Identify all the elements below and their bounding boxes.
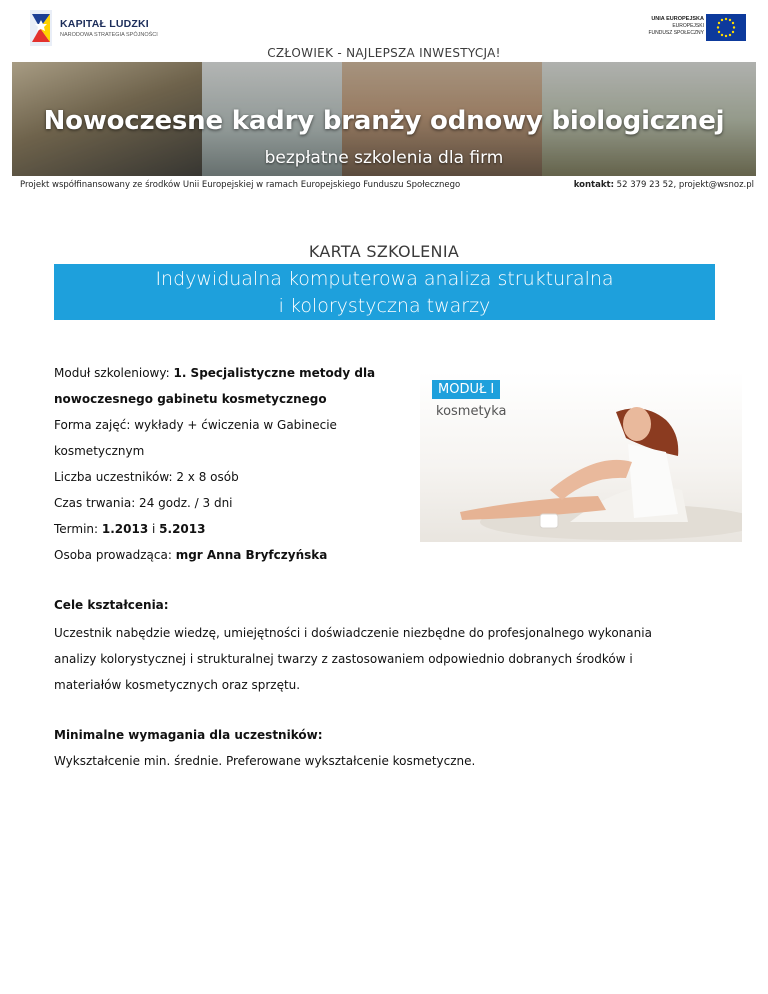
cofinancing-note: Projekt współfinansowany ze środków Unii Europejskiej w ramach Europejskiego Funduszu Społecznego: [20, 180, 461, 190]
contact-label: kontakt:: [573, 180, 614, 190]
term-separator: i: [148, 522, 160, 536]
eu-logo: [606, 14, 746, 44]
training-title-line1: Indywidualna komputerowa analiza strukturalna: [155, 268, 614, 290]
header-banner: [12, 62, 756, 176]
eu-flag-icon: [706, 14, 746, 41]
trainer-name: mgr Anna Bryfczyńska: [175, 548, 328, 562]
term-row: [54, 516, 404, 542]
kapital-ludzki-emblem-icon: [26, 8, 56, 48]
training-title-line2: i kolorystyczna twarzy: [278, 295, 491, 317]
eu-logo-line3: FUNDUSZ SPOŁECZNY: [648, 30, 704, 36]
eu-logo-line2: EUROPEJSKI: [672, 23, 704, 29]
requirements-text: Wykształcenie min. średnie. Preferowane wykształcenie kosmetyczne.: [54, 754, 476, 768]
duration-row: Czas trwania: 24 godz. / 3 dni: [54, 496, 233, 510]
goals-line1: Uczestnik nabędzie wiedzę, umiejętności i doświadczenie niezbędne do profesjonalnego wykonania: [54, 626, 652, 640]
module-value-1: 1. Specjalistyczne metody dla: [173, 366, 376, 380]
motto: CZŁOWIEK - NAJLEPSZA INWESTYCJA!: [267, 46, 501, 60]
form-row: Forma zajęć: wykłady + ćwiczenia w Gabinecie: [54, 418, 337, 432]
module-value-2: nowoczesnego gabinetu kosmetycznego: [54, 392, 327, 406]
requirements-heading: Minimalne wymagania dla uczestników:: [54, 728, 323, 742]
banner-subtitle: bezpłatne szkolenia dla firm: [264, 148, 504, 168]
goals-text: [54, 620, 694, 698]
eu-logo-line1: UNIA EUROPEJSKA: [651, 16, 704, 22]
banner-title: Nowoczesne kadry branży odnowy biologicznej: [43, 106, 725, 136]
kapital-ludzki-title: KAPITAŁ LUDZKI: [60, 18, 149, 30]
participants-row: Liczba uczestników: 2 x 8 osób: [54, 470, 239, 484]
goals-heading: Cele kształcenia:: [54, 598, 169, 612]
term-date-2: 5.2013: [159, 522, 206, 536]
module-row: [54, 360, 404, 386]
module-badge: MODUŁ I: [432, 380, 500, 399]
goals-line2: analizy kolorystycznej i strukturalnej twarzy z zastosowaniem odpowiednio dobranych środków i: [54, 652, 633, 666]
goals-line3: materiałów kosmetycznych oraz sprzętu.: [54, 678, 301, 692]
training-title-box: [54, 264, 715, 320]
card-heading: KARTA SZKOLENIA: [308, 242, 460, 261]
module-label: Moduł szkoleniowy:: [54, 366, 174, 380]
module-row-cont: [54, 386, 404, 412]
form-row-cont: kosmetycznym: [54, 444, 145, 458]
term-date-1: 1.2013: [101, 522, 149, 536]
eu-logo-text: [648, 16, 704, 37]
module-category: kosmetyka: [436, 404, 507, 419]
contact-info: [574, 180, 754, 190]
training-info: [54, 360, 404, 568]
contact-value: 52 379 23 52, projekt@wsnoz.pl: [613, 180, 754, 190]
trainer-label: Osoba prowadząca:: [54, 548, 176, 562]
trainer-row: [54, 542, 404, 568]
kapital-ludzki-subtitle: NARODOWA STRATEGIA SPÓJNOŚCI: [60, 32, 158, 38]
term-label: Termin:: [54, 522, 102, 536]
module-image: [420, 372, 742, 542]
